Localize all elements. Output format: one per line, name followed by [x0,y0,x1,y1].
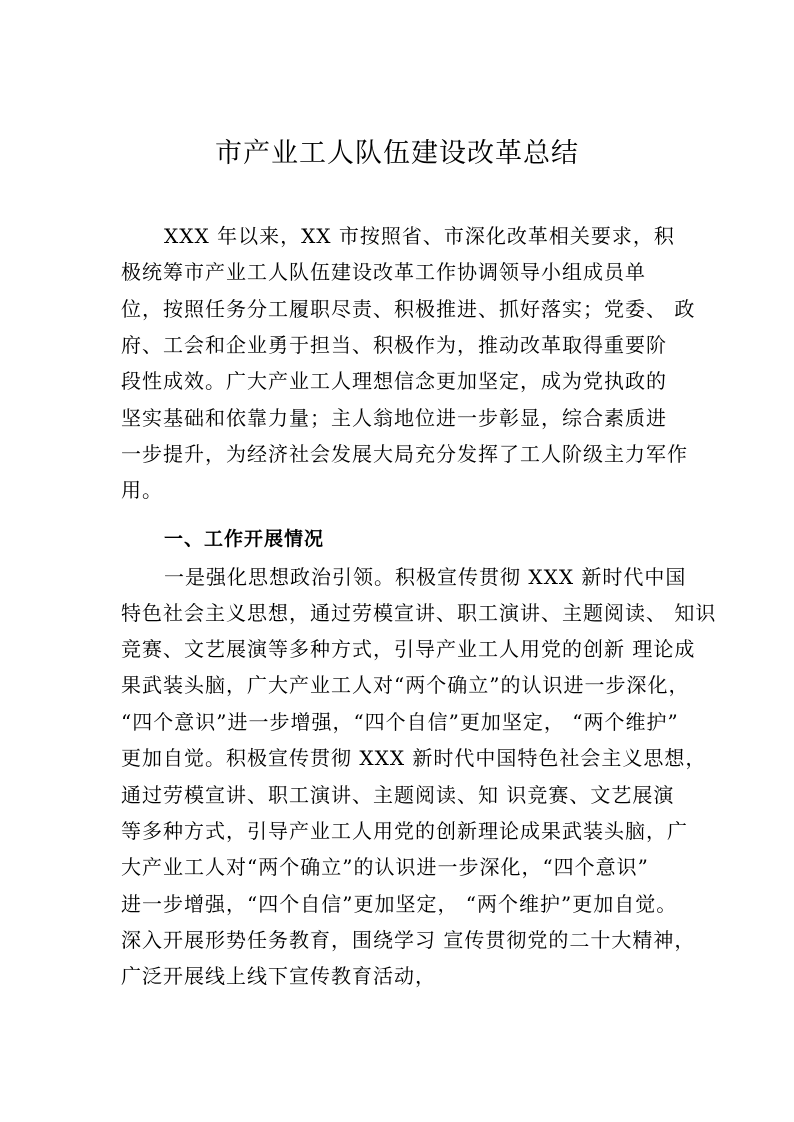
intro-line-5: 段性成效。广大产业工人理想信念更加坚定，成为党执政的 [121,369,667,393]
intro-line-2: 极统筹市产业工人队伍建设改革工作协调领导小组成员单 [121,260,646,284]
section-heading: 一、工作开展情况 [164,528,325,550]
section-line-7: 通过劳模宣讲、职工演讲、主题阅读、知 识竞赛、文艺展演 [121,783,675,807]
section-line-5: “四个意识”进一步增强，“四个自信”更加坚定， “两个维护” [121,710,679,734]
section-line-11: 深入开展形势任务教育，围绕学习 宣传贯彻党的二十大精神， [121,928,696,952]
section-line-12: 广泛开展线上线下宣传教育活动， [121,964,436,988]
intro-line-8: 用。 [121,478,163,502]
intro-line-6: 坚实基础和依靠力量；主人翁地位进一步彰显，综合素质进 [121,406,667,430]
intro-line-3: 位，按照任务分工履职尽责、积极推进、抓好落实；党委、 政 [121,297,696,321]
intro-line-7: 一步提升，为经济社会发展大局充分发挥了工人阶级主力军作 [121,442,688,466]
section-line-9: 大产业工人对“两个确立”的认识进一步深化，“四个意识” [121,855,649,879]
section-line-1: 一是强化思想政治引领。积极宣传贯彻 XXX 新时代中国 [164,565,687,589]
section-line-2: 特色社会主义思想，通过劳模宣讲、职工演讲、主题阅读、 知识 [121,601,717,625]
intro-line-1: XXX 年以来，XX 市按照省、市深化改革相关要求，积 [164,224,675,248]
section-line-10: 进一步增强，“四个自信”更加坚定， “两个维护”更加自觉。 [121,892,678,916]
section-line-4: 果武装头脑，广大产业工人对“两个确立”的认识进一步深化， [121,673,690,697]
document-title: 市产业工人队伍建设改革总结 [215,138,579,169]
section-line-3: 竞赛、文艺展演等多种方式，引导产业工人用党的创新 理论成 [121,637,696,661]
section-line-6: 更加自觉。积极宣传贯彻 XXX 新时代中国特色社会主义思想， [121,746,707,770]
section-line-8: 等多种方式，引导产业工人用党的创新理论成果武装头脑，广 [121,819,688,843]
intro-line-4: 府、工会和企业勇于担当、积极作为，推动改革取得重要阶 [121,333,667,357]
